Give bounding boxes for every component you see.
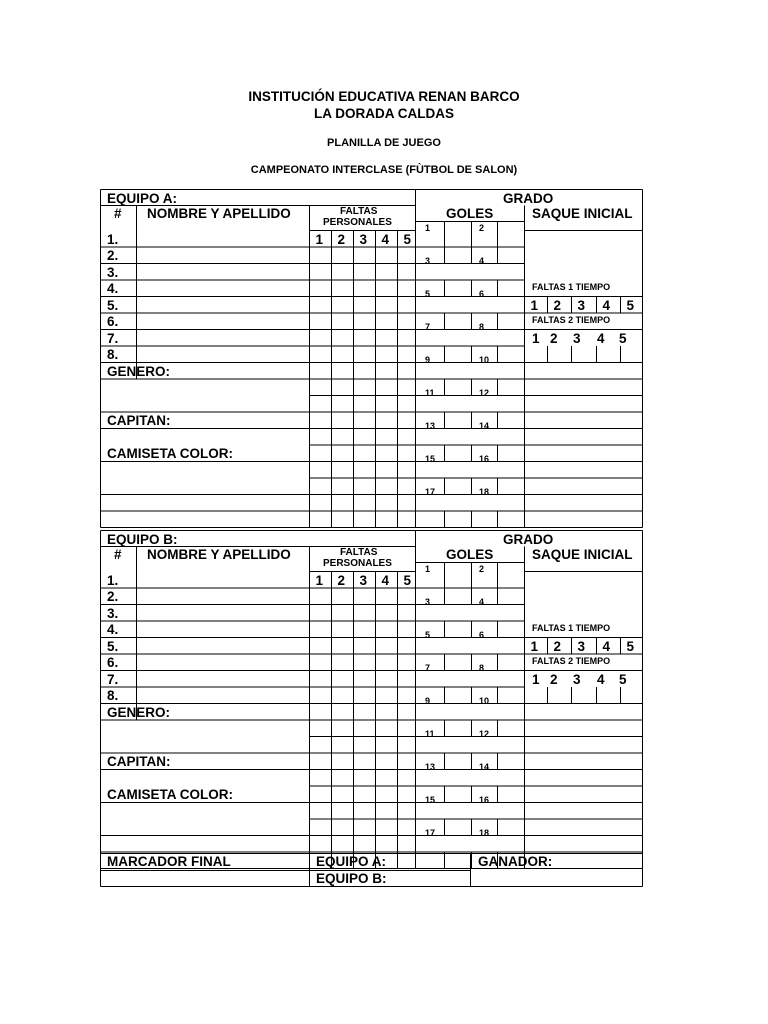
institution-name: INSTITUCIÓN EDUCATIVA RENAN BARCO: [248, 89, 520, 104]
team-a-goal-number: 6: [479, 288, 485, 299]
team-a-t1-number: 1: [530, 297, 539, 313]
team-a-t2-number: 1: [532, 330, 540, 346]
team-a-goal-number: 17: [425, 486, 436, 497]
team-a-goal-number: 10: [479, 354, 490, 365]
team-a-saque-header: SAQUE INICIAL: [532, 205, 633, 221]
team-a-player-number: 1.: [107, 231, 119, 247]
ganador-label: GANADOR:: [478, 854, 553, 869]
team-b-camiseta-label: CAMISETA COLOR:: [107, 787, 233, 802]
team-b-goal-number: 1: [425, 563, 431, 574]
team-b-goal-number: 2: [479, 563, 485, 574]
team-b-goal-number: 16: [479, 794, 490, 805]
team-b-player-number: 8.: [107, 688, 119, 703]
team-a-goal-number: 5: [425, 288, 431, 299]
team-a-player-number: 7.: [107, 330, 119, 346]
team-a-hash-header: #: [114, 205, 122, 221]
team-a-faltas-t1-label: FALTAS 1 TIEMPO: [532, 282, 611, 292]
team-b-faltas-t1-label: FALTAS 1 TIEMPO: [532, 623, 611, 633]
team-a-goal-number: 16: [479, 453, 490, 464]
footer-equipo-b-label: EQUIPO B:: [316, 871, 387, 886]
team-a-fouls-header-1: FALTAS: [340, 205, 378, 217]
team-b-goals-header: GOLES: [446, 546, 494, 562]
team-b-grado-label: GRADO: [503, 531, 554, 547]
team-b-capitan-label: CAPITAN:: [107, 754, 171, 769]
team-b-player-number: 2.: [107, 589, 119, 604]
team-a-player-number: 6.: [107, 314, 119, 329]
team-b-player-number: 1.: [107, 572, 119, 588]
team-b-t1-number: 5: [626, 638, 635, 654]
team-b-player-number: 4.: [107, 622, 119, 637]
team-a-foul-number: 2: [337, 231, 346, 247]
team-a-goal-number: 3: [425, 255, 431, 266]
team-b-goal-number: 18: [479, 827, 490, 838]
team-a-goal-number: 15: [425, 453, 436, 464]
team-a-goal-number: 18: [479, 486, 490, 497]
team-a-goal-number: 1: [425, 222, 431, 233]
team-a-genero-label: GENERO:: [107, 363, 171, 379]
team-a-t1-number: 5: [626, 297, 635, 313]
team-b-goal-number: 6: [479, 629, 485, 640]
team-b-goal-number: 10: [479, 695, 490, 706]
team-b-name-header: NOMBRE Y APELLIDO: [147, 546, 291, 562]
team-a-fouls-header-2: PERSONALES: [323, 216, 392, 228]
team-a-team-label: EQUIPO A:: [107, 190, 178, 206]
team-a-faltas-t2-label: FALTAS 2 TIEMPO: [532, 315, 611, 325]
team-b-goal-number: 3: [425, 596, 431, 607]
team-a-foul-number: 4: [381, 231, 390, 247]
team-a-goal-number: 12: [479, 387, 490, 398]
team-b-hash-header: #: [114, 546, 122, 562]
team-b-goal-number: 9: [425, 695, 431, 706]
team-a-goal-number: 14: [479, 420, 490, 431]
team-b-goal-number: 15: [425, 794, 436, 805]
team-b-goal-number: 12: [479, 728, 490, 739]
team-b-goal-number: 8: [479, 662, 485, 673]
team-a-t1-number: 2: [553, 297, 562, 313]
team-a-player-number: 2.: [107, 248, 119, 263]
team-b-player-number: 6.: [107, 655, 119, 670]
team-b-t1-number: 1: [530, 638, 539, 654]
team-b-genero-label: GENERO:: [107, 704, 171, 720]
team-b-saque-header: SAQUE INICIAL: [532, 546, 633, 562]
team-b-goal-number: 7: [425, 662, 431, 673]
team-a-t2-number: 4: [597, 330, 605, 346]
team-b-player-number: 5.: [107, 638, 119, 654]
team-a-player-number: 3.: [107, 264, 119, 280]
team-a-foul-number: 3: [359, 231, 368, 247]
team-b-goal-number: 17: [425, 827, 436, 838]
team-b-foul-number: 3: [359, 572, 368, 588]
marcador-final-label: MARCADOR FINAL: [107, 854, 231, 869]
team-a-goal-number: 4: [479, 255, 485, 266]
team-a-goals-header: GOLES: [446, 205, 494, 221]
team-a-player-number: 8.: [107, 347, 119, 362]
team-b-goal-number: 4: [479, 596, 485, 607]
team-a-grado-label: GRADO: [503, 190, 554, 206]
team-a-t1-number: 3: [577, 297, 586, 313]
team-a-foul-number: 5: [403, 231, 412, 247]
team-a-goal-number: 2: [479, 222, 485, 233]
team-b-t2-number: 4: [597, 671, 605, 687]
team-b-player-number: 7.: [107, 671, 119, 687]
team-b-t2-number: 5: [619, 671, 627, 687]
tournament-name: CAMPEONATO INTERCLASE (FÙTBOL DE SALON): [250, 164, 518, 176]
team-b-foul-number: 1: [315, 572, 324, 588]
team-a-goal-number: 11: [425, 387, 435, 398]
team-a-goal-number: 13: [425, 420, 436, 431]
team-a-camiseta-label: CAMISETA COLOR:: [107, 446, 233, 461]
team-a-t1-number: 4: [602, 297, 611, 313]
team-a-goal-number: 9: [425, 354, 431, 365]
team-b-player-number: 3.: [107, 605, 119, 621]
footer-equipo-a-label: EQUIPO A:: [316, 854, 387, 869]
team-b-t1-number: 4: [602, 638, 611, 654]
team-a-t2-number: 2: [550, 330, 558, 346]
team-b-fouls-header-1: FALTAS: [340, 546, 378, 558]
team-a-name-header: NOMBRE Y APELLIDO: [147, 205, 291, 221]
document-title: PLANILLA DE JUEGO: [327, 137, 441, 149]
location: LA DORADA CALDAS: [314, 106, 454, 121]
team-b-fouls-header-2: PERSONALES: [323, 557, 392, 569]
team-b-goal-number: 5: [425, 629, 431, 640]
team-b-goal-number: 14: [479, 761, 490, 772]
team-b-foul-number: 4: [381, 572, 390, 588]
team-b-foul-number: 2: [337, 572, 346, 588]
team-a-player-number: 5.: [107, 297, 119, 313]
team-a-t2-number: 5: [619, 330, 627, 346]
team-b-t2-number: 1: [532, 671, 540, 687]
team-a-goal-number: 7: [425, 321, 431, 332]
team-b-t2-number: 3: [573, 671, 581, 687]
team-a-player-number: 4.: [107, 281, 119, 296]
team-b-team-label: EQUIPO B:: [107, 531, 178, 547]
team-b-t2-number: 2: [550, 671, 558, 687]
team-a-capitan-label: CAPITAN:: [107, 413, 171, 428]
team-a-foul-number: 1: [315, 231, 324, 247]
team-a-t2-number: 3: [573, 330, 581, 346]
team-b-goal-number: 11: [425, 728, 435, 739]
team-b-t1-number: 3: [577, 638, 586, 654]
team-b-goal-number: 13: [425, 761, 436, 772]
team-b-faltas-t2-label: FALTAS 2 TIEMPO: [532, 656, 611, 666]
team-b-t1-number: 2: [553, 638, 562, 654]
team-a-goal-number: 8: [479, 321, 485, 332]
team-b-foul-number: 5: [403, 572, 412, 588]
